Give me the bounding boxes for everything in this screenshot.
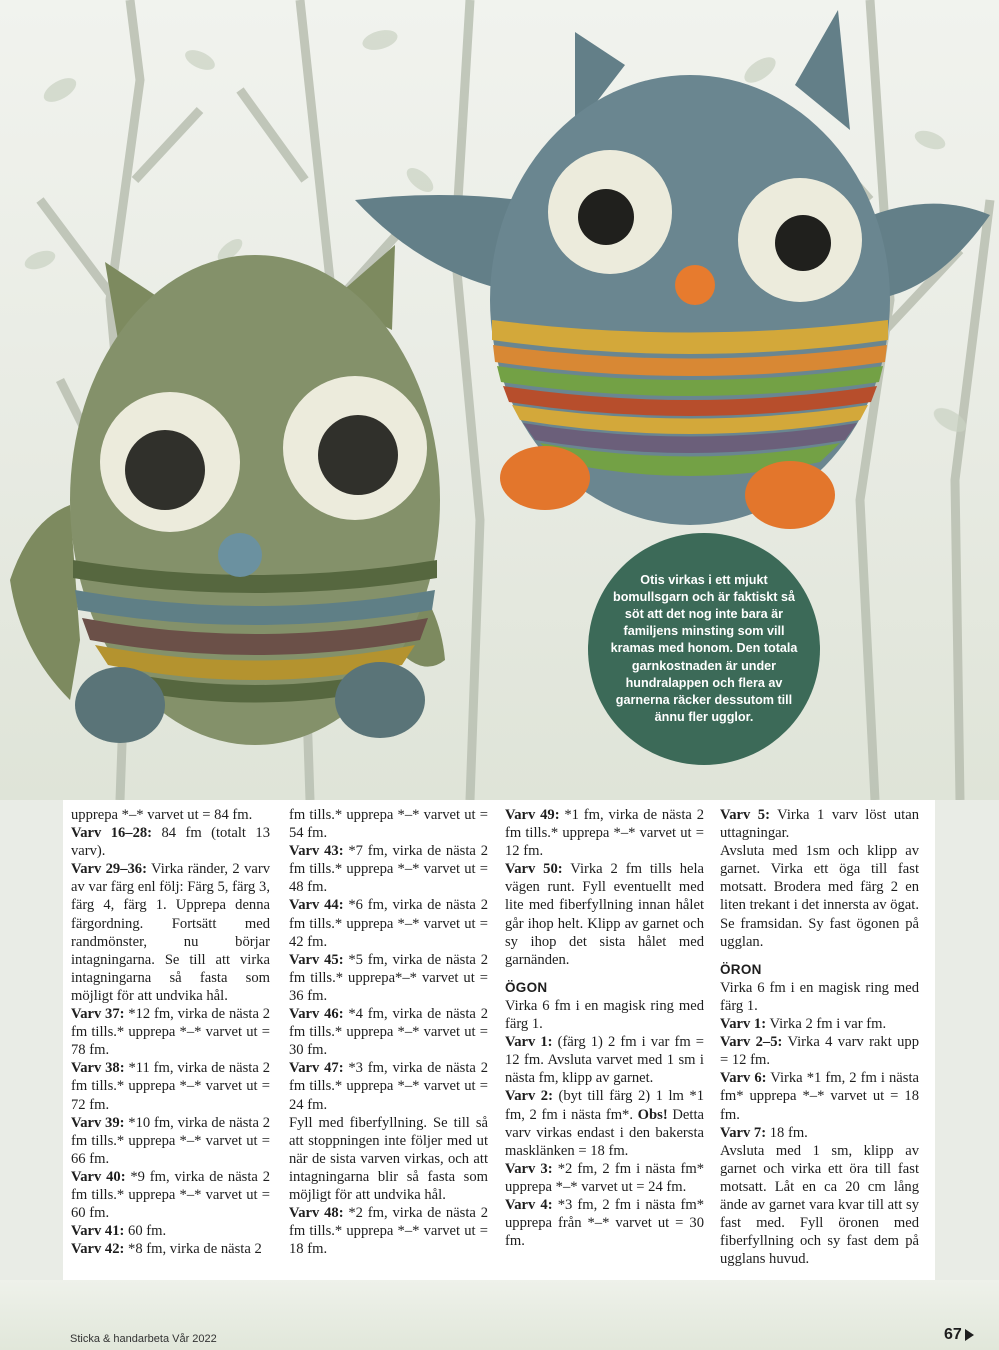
instruction-text: upprepa *–* varvet ut = 84 fm. — [71, 807, 253, 823]
instruction-text: Virka 2 fm i var fm. — [766, 1016, 887, 1033]
pattern-column-4 — [720, 806, 919, 1268]
pattern-paragraph — [289, 896, 488, 950]
pattern-column-2 — [289, 806, 488, 1258]
caption-bubble — [588, 533, 820, 765]
row-label: Varv 2–5: — [720, 1034, 783, 1051]
instruction-text: Virka *1 fm, 2 fm i nästa fm* upprepa *–* varvet ut = 18 fm. — [720, 1070, 919, 1123]
row-label: Varv 47: — [289, 1060, 344, 1077]
row-label: Varv 5: — [720, 807, 770, 823]
instruction-text: *3 fm, virka de nästa 2 fm tills.* upprepa *–* varvet ut = 24 fm. — [289, 1060, 489, 1113]
instruction-text: Avsluta med 1 sm, klipp av garnet och virka ett öra till fast motsatt. Låt en ca 20 cm lång ände av garnet vara kvar till att sy fast med. Fyll öronen med fiberfyllning och sy fast dem på ugglans huvud. — [720, 1142, 919, 1268]
row-label: Varv 48: — [289, 1205, 344, 1222]
instruction-text: (färg 1) 2 fm i var fm = 12 fm. Avsluta varvet med 1 sm i nästa fm, klipp av garnet. — [505, 1034, 705, 1087]
pattern-paragraph — [289, 951, 488, 1005]
pattern-paragraph — [289, 1005, 488, 1059]
pattern-paragraph — [505, 1087, 704, 1159]
instruction-text: *1 fm, virka de nästa 2 fm tills.* upprepa *–* varvet ut = 12 fm. — [505, 807, 705, 860]
row-label: Varv 29–36: — [71, 861, 147, 878]
pattern-paragraph — [71, 1168, 270, 1222]
pattern-paragraph — [505, 1196, 704, 1250]
row-label: Varv 40: — [71, 1168, 126, 1185]
instruction-text: 60 fm. — [124, 1223, 167, 1240]
row-label: Varv 16–28: — [71, 825, 153, 842]
pattern-paragraph — [720, 1033, 919, 1069]
instruction-text: *12 fm, virka de nästa 2 fm tills.* upprepa *–* varvet ut = 78 fm. — [71, 1006, 271, 1059]
pattern-paragraph — [71, 1240, 270, 1258]
instruction-text: *3 fm, 2 fm i nästa fm* upprepa från *–* varvet ut = 30 fm. — [505, 1196, 704, 1250]
row-label: Varv 50: — [505, 861, 563, 878]
row-label: Varv 41: — [71, 1223, 125, 1240]
caption-text: Otis virkas i ett mjukt bomullsgarn och är faktiskt så söt att det nog inte bara är familjens minsting som vill kramas med honom. Den totala garnkostnaden är under hundralappen och flera av garnerna räcker dessutom till ännu fler ugglor. — [610, 572, 798, 725]
pattern-paragraph — [720, 806, 919, 842]
instruction-text: Fyll med fiberfyllning. Se till så att stoppningen inte följer med ut när de sista varven virkas, och att intagningarna blir så fasta som möjligt för att undvika hål. — [289, 1114, 488, 1203]
row-label: Varv 45: — [289, 951, 344, 968]
pattern-paragraph — [289, 806, 488, 842]
green-owl — [10, 245, 445, 745]
pattern-column-3 — [505, 806, 704, 1250]
instruction-text: *6 fm, virka de nästa 2 fm tills.* upprepa *–* varvet ut = 42 fm. — [289, 897, 489, 950]
pattern-paragraph — [289, 1059, 488, 1113]
next-page-arrow-icon — [965, 1329, 974, 1341]
instruction-text: 84 fm (totalt 13 varv). — [71, 825, 270, 860]
instruction-text: *4 fm, virka de nästa 2 fm tills.* upprepa *–* varvet ut = 30 fm. — [289, 1006, 489, 1059]
row-label: Varv 6: — [720, 1070, 767, 1087]
instruction-text: *7 fm, virka de nästa 2 fm tills.* upprepa *–* varvet ut = 48 fm. — [289, 843, 489, 896]
instruction-text: Virka 4 varv rakt upp = 12 fm. — [720, 1034, 920, 1069]
row-label: Varv 7: — [720, 1124, 767, 1141]
row-label: Varv 46: — [289, 1006, 344, 1023]
pattern-paragraph — [71, 1222, 270, 1240]
section-heading: ÖGON — [505, 979, 548, 995]
pattern-paragraph — [505, 1033, 704, 1087]
pattern-paragraph — [720, 1069, 919, 1123]
pattern-paragraph — [71, 806, 270, 824]
instruction-text: Virka ränder, 2 varv av var färg enl följ: Färg 5, färg 3, färg 4, färg 1. Upprepa denna färgordning. Fortsätt med randmönster, nu börjar intagningarna. Se till att virka intagningarna så fasta som möjligt för att undvika hål. — [71, 861, 270, 1004]
instruction-text: (byt till färg 2) 1 lm *1 fm, 2 fm i nästa fm*. — [505, 1088, 705, 1123]
pattern-paragraph — [71, 1114, 270, 1168]
instruction-text: Avsluta med 1sm och klipp av garnet. Virka ett öga till fast motsatt. Brodera med färg 2 en liten trekant i det innersta av ögat. Se framsidan. Sy fast ögonen på ugglan. — [720, 843, 919, 950]
pattern-paragraph — [289, 1204, 488, 1258]
row-label: Varv 37: — [71, 1006, 125, 1023]
pattern-paragraph — [720, 979, 919, 1015]
pattern-paragraph — [71, 824, 270, 860]
magazine-title: Sticka & handarbeta Vår 2022 — [70, 1333, 217, 1345]
row-label: Varv 42: — [71, 1241, 125, 1258]
pattern-paragraph — [505, 860, 704, 969]
instruction-text: 18 fm. — [766, 1124, 808, 1141]
row-label: Varv 44: — [289, 897, 344, 914]
instruction-text: *5 fm, virka de nästa 2 fm tills.* upprepa*–* varvet ut = 36 fm. — [289, 951, 489, 1004]
note-label: Obs! — [637, 1106, 668, 1123]
pattern-paragraph — [71, 860, 270, 1005]
row-label: Varv 38: — [71, 1060, 125, 1077]
pattern-paragraph — [720, 842, 919, 951]
pattern-paragraph — [720, 1124, 919, 1142]
instruction-text: Virka 2 fm tills hela vägen runt. Fyll eventuellt med lite med fiberfyllning innan hålet går ihop helt. Klipp av garnet och sy ihop det sista hålet med garnänden. — [505, 861, 704, 968]
row-label: Varv 39: — [71, 1114, 125, 1131]
instruction-text: *9 fm, virka de nästa 2 fm tills.* upprepa *–* varvet ut = 60 fm. — [71, 1168, 271, 1222]
pattern-paragraph — [289, 1114, 488, 1204]
row-label: Varv 2: — [505, 1088, 553, 1105]
instruction-text: Virka 1 varv löst utan uttagningar. — [720, 807, 919, 842]
row-label: Varv 1: — [505, 1034, 553, 1051]
row-label: Varv 43: — [289, 843, 344, 860]
instruction-text: *8 fm, virka de nästa 2 — [124, 1241, 262, 1258]
blue-owl — [355, 10, 990, 529]
row-label: Varv 1: — [720, 1016, 767, 1033]
row-label: Varv 3: — [505, 1160, 553, 1177]
pattern-paragraph — [720, 1142, 919, 1269]
instruction-text: Detta varv virkas endast i den bakersta masklänken = 18 fm. — [505, 1106, 704, 1159]
pattern-column-1 — [71, 806, 270, 1258]
instruction-text: fm tills.* upprepa *–* varvet ut = 54 fm. — [289, 807, 488, 842]
pattern-paragraph — [505, 1160, 704, 1196]
row-label: Varv 4: — [505, 1196, 553, 1213]
pattern-paragraph — [505, 997, 704, 1033]
pattern-paragraph — [71, 1059, 270, 1113]
row-label: Varv 49: — [505, 807, 560, 823]
instruction-text: Virka 6 fm i en magisk ring med färg 1. — [720, 979, 919, 1014]
pattern-paragraph — [289, 842, 488, 896]
instruction-text: *10 fm, virka de nästa 2 fm tills.* upprepa *–* varvet ut = 66 fm. — [71, 1114, 271, 1167]
page-number: 67 — [944, 1326, 962, 1343]
instruction-text: *2 fm, 2 fm i nästa fm* upprepa *–* varvet ut = 24 fm. — [505, 1160, 704, 1195]
instruction-text: Virka 6 fm i en magisk ring med färg 1. — [505, 997, 704, 1033]
pattern-paragraph — [71, 1005, 270, 1059]
instruction-text: *2 fm, virka de nästa 2 fm tills.* upprepa *–* varvet ut = 18 fm. — [289, 1205, 489, 1258]
pattern-paragraph — [720, 1015, 919, 1033]
pattern-paragraph — [505, 806, 704, 860]
section-heading: ÖRON — [720, 961, 762, 977]
instruction-text: *11 fm, virka de nästa 2 fm tills.* upprepa *–* varvet ut = 72 fm. — [71, 1060, 270, 1113]
